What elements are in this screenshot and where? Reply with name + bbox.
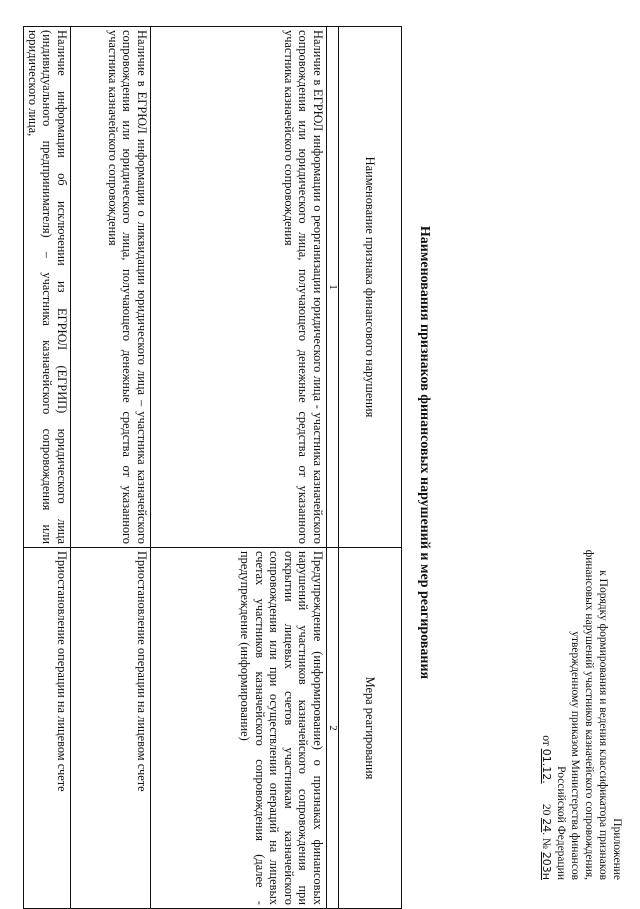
order-year: 24	[540, 818, 553, 833]
column-header-measure: Мера реагирования	[339, 548, 402, 909]
appendix-line: к Порядку формирования и ведения классификатора признаков	[597, 570, 609, 880]
appendix-line: финансовых нарушений участников казначейского сопровождения,	[583, 549, 595, 880]
violations-table	[23, 26, 402, 909]
table-row	[71, 27, 151, 909]
appendix-line: Российской Федерации	[555, 766, 567, 880]
table-header-row	[339, 27, 402, 909]
order-number: 203н	[540, 851, 553, 880]
column-header-sign: Наименование признака финансового нарушения	[339, 27, 402, 548]
appendix-block	[539, 530, 624, 880]
violation-sign-cell: Наличие в ЕГРЮЛ информации о реорганизации юридического лица - участника казначейского сопровождения или юридического лица, получающего денежные средства от указанного участника казначейского сопровождения	[151, 27, 327, 548]
table-row	[24, 27, 71, 909]
order-year-prefix: 20	[540, 803, 552, 816]
order-day: 01.12.	[540, 748, 553, 784]
table-row	[151, 27, 327, 909]
column-number-row	[327, 27, 339, 909]
date-prefix: от	[540, 735, 552, 746]
number-sign: . №	[540, 832, 552, 849]
document-heading: Наименования признаков финансовых нарушений и мер реагирования	[417, 225, 432, 680]
response-measure-cell: Приостановление операции на лицевом счете	[24, 548, 71, 909]
response-measure-cell: Предупреждение (информирование) о признаках финансовых нарушений участников казначейского сопровождения при открытии лицевых счетов участникам казначейского сопровождения или при осуществлении операций на лицевых счетах участников казначейского сопровождения (далее - предупреждение (информирование)	[151, 548, 327, 909]
order-date-line	[539, 530, 553, 880]
violation-sign-cell: Наличие в ЕГРЮЛ информации о ликвидации юридического лица – участника казначейского сопровождения или юридического лица, получающего денежные средства от указанного участника казначейского сопровождения	[71, 27, 151, 548]
appendix-line: утвержденному приказом Министерства финансов	[569, 631, 581, 880]
column-number: 2	[327, 548, 339, 909]
violation-sign-cell: Наличие информации об исключении из ЕГРЮЛ (ЕГРИП) юридического лица (индивидуального предпринимателя) – участника казначейского сопровождения или юридического лица,	[24, 27, 71, 548]
response-measure-cell: Приостановление операции на лицевом счете	[71, 548, 151, 909]
column-number: 1	[327, 27, 339, 548]
appendix-title: Приложение	[611, 818, 623, 880]
